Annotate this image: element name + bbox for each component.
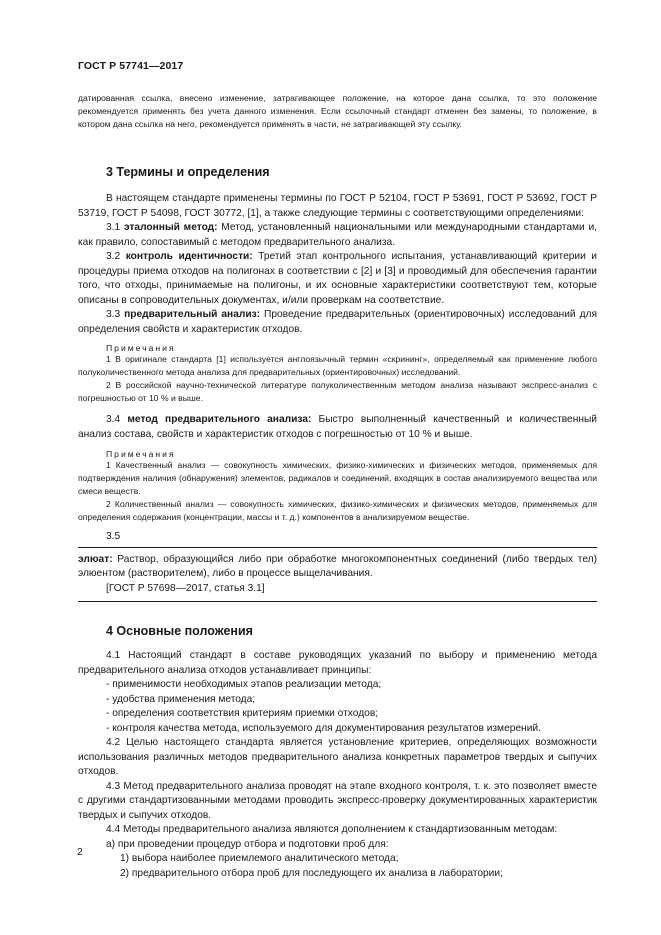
term-3-5-box [78,547,597,603]
term-number: 3.3 [106,309,121,320]
list-item-a: а) при проведении процедур отбора и подготовки проб для: [106,838,389,850]
term-source: [ГОСТ Р 57698—2017, статья 3.1] [106,582,265,594]
term-3-4 [78,413,597,442]
term-number: 3.4 [106,414,121,425]
para-4-3: 4.3 Метод предварительного анализа проводят на этапе входного контроля, т. к. это позволяет вместе с другими стандартизованными методами проводить экспресс-проверку документированных характеристик твердых и сыпучих отходов. [78,780,597,821]
term-name: метод предварительного анализа: [127,414,312,425]
term-name: контроль идентичности: [125,251,253,262]
term-definition: Быстро выполненный качественный и количественный анализ состава, свойств и характеристик отходов с погрешностью от 10 % и выше. [78,414,597,440]
note-item: 2 В российской научно-технической литературе полуколичественным методом анализа называют экспресс-анализ с погрешностью от 10 % и выше. [78,380,597,403]
page-content [78,92,597,881]
term-name: предварительный анализ: [124,309,261,320]
note-item: 2 Количественный анализ — совокупность химических, физико-химических и физических методов, применяемых для определения содержания (концентрации, массы и т. д.) компонентов в анализируемом веществе. [78,499,597,522]
section-3-intro: В настоящем стандарте применены термины по ГОСТ Р 52104, ГОСТ Р 53691, ГОСТ Р 53692, ГОСТ Р 53719, ГОСТ Р 54098, ГОСТ 30772, [1], а также следующие термины с соответствующими определениями: [78,193,597,219]
section-3-heading: 3 Термины и определения [106,165,270,179]
list-item: - удобства применения метода; [106,693,256,705]
para-4-4: 4.4 Методы предварительного анализа являются дополнением к стандартизованным методам: [106,824,558,835]
term-3-1 [78,221,597,250]
term-3-3 [78,308,597,337]
term-3-5-number: 3.5 [106,531,121,542]
term-number: 3.1 [106,222,121,233]
term-number: 3.2 [106,251,121,262]
list-item: - применимости необходимых этапов реализации метода; [106,679,382,690]
list-item-a1: 1) выбора наиболее приемлемого аналитического метода; [120,853,399,864]
note-item: 1 В оригинале стандарта [1] используется англоязычный термин «скрининг», определяемый как применение любого полуколичественного метода анализа для предварительных (ориентировочных) исследований. [78,354,597,377]
notes-title: Примечания [106,343,176,353]
list-item: - определения соответствия критериям приемки отходов; [106,708,379,719]
page-number: 2 [77,846,83,858]
list-item-a2: 2) предварительного отбора проб для последующего их анализа в лаборатории; [120,867,503,879]
para-4-1: 4.1 Настоящий стандарт в составе руководящих указаний по выбору и применению метода предварительного анализа отходов устанавливает принципы: [78,650,597,676]
notes-title: Примечания [106,449,176,459]
list-item: - контроля качества метода, используемого для документирования результатов измерений. [106,722,541,734]
term-3-2 [78,250,597,308]
document-header: ГОСТ Р 57741—2017 [78,60,184,72]
note-item: 1 Качественный анализ — совокупность химических, физико-химических и физических методов, применяемых для подтверждения наличия (обнаружения) элементов, радикалов и соединений, входящих в состав анализируемого вещества или смеси веществ. [78,460,597,496]
section-4-heading: 4 Основные положения [106,624,253,638]
term-name: эталонный метод: [123,222,218,233]
intro-paragraph: датированная ссылка, внесено изменение, затрагивающее положение, на которое дана ссылка, то это положение рекомендуется применять без учета данного изменения. Если ссылочный стандарт отменен без замены, то положение, в котором дана ссылка на него, рекомендуется применять в части, не затрагивающей эту ссылку. [78,93,597,129]
term-definition: Третий этап контрольного испытания, устанавливающий критерии и процедуры приема отходов на полигонах в соответствии с [2] и [3] и проводимый для обеспечения гарантии того, что отходы, принимаемые на полигоны, и их основные характеристики соответствуют тем, которые описаны в сопроводительных документах, и/или проверкам на соответствие. [78,251,597,306]
term-definition: Проведение предварительных (ориентировочных) исследований для определения свойств и характеристик отходов. [78,309,597,335]
term-definition: Метод, установленный национальными или международными стандартами и, как правило, сопоставимый с методом предварительного анализа. [78,222,597,248]
para-4-2: 4.2 Целью настоящего стандарта является установление критериев, определяющих возможности использования различных методов предварительного анализа конкретных параметров твердых и сыпучих отходов. [78,737,597,777]
term-definition: Раствор, образующийся либо при обработке многокомпонентных соединений (либо твердых тел) элюентом (растворителем), либо в процессе выщелачивания. [78,553,597,579]
term-3-5 [78,553,597,582]
term-name: элюат: [78,553,113,565]
